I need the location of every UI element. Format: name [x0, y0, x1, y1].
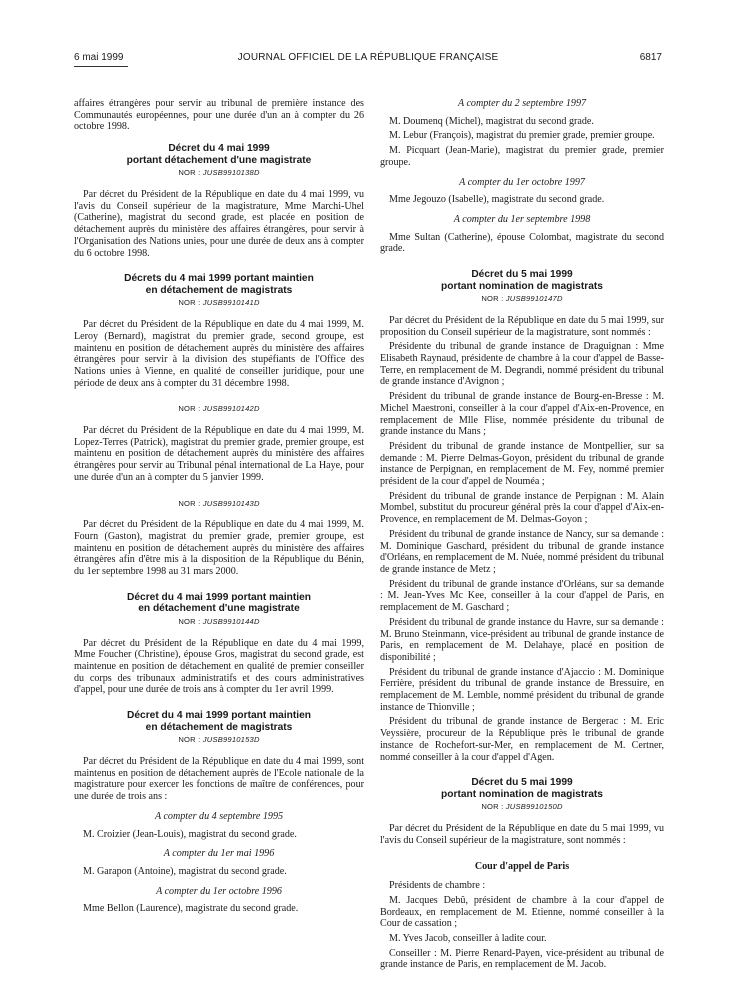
- effective-date: A compter du 1er octobre 1996: [156, 885, 282, 897]
- appointee: M. Lebur (François), magistrat du premier grade, premier groupe.: [389, 130, 655, 142]
- paragraph: Par décret du Président de la République en date du 4 mai 1999, M. Lopez-Terres (Patrick), magistrat du premier grade, premier groupe, est maintenu en position de détachement auprès du ministère des affaires étrangères pour servir au Tribunal pénal international de La Haye, pour une durée d'un an à compter du 5 janvier 1999.: [74, 425, 364, 483]
- nor-reference: NOR : JUSB9910147D: [481, 294, 563, 304]
- nor-reference: NOR : JUSB9910144D: [178, 616, 260, 626]
- appointee: Mme Jegouzo (Isabelle), magistrate du second grade.: [389, 194, 605, 206]
- decree-title: Décret du 4 mai 1999 portant maintien en détachement d'une magistrate: [127, 591, 311, 615]
- nor-reference: NOR : JUSB9910143D: [178, 498, 260, 508]
- paragraph: Président du tribunal de grande instance de Perpignan : M. Alain Mombel, substitut du procureur général près la cour d'appel d'Aix-en-Provence, en remplacement de M. Delmas-Goyon ;: [380, 490, 664, 526]
- decree-title: Décret du 4 mai 1999 portant maintien en détachement de magistrats: [127, 710, 311, 733]
- paragraph: Présidente du tribunal de grande instance de Draguignan : Mme Elisabeth Raynaud, présidente de chambre à la cour d'appel de Basse-Terre, en remplacement de M. Degrandi, nommé président du tribunal de grande instance d'Avignon ;: [380, 341, 664, 388]
- paragraph: Par décret du Président de la République en date du 5 mai 1999, vu l'avis du Conseil supérieur de la magistrature, sont nommés :: [380, 823, 664, 846]
- paragraph: Par décret du Président de la République en date du 4 mai 1999, Mme Foucher (Christine), épouse Gros, magistrat du second grade, est maintenue en position de détachement en qualité de premier conseiller du corps des tribunaux administratifs et des cours administratives d'appel, pour une durée de trois ans à compter du 1er avril 1999.: [74, 637, 364, 696]
- appointee: Mme Sultan (Catherine), épouse Colombat, magistrate du second grade.: [380, 231, 664, 255]
- paragraph: Par décret du Président de la République en date du 5 mai 1999, sur proposition du Conseil supérieur de la magistrature, sont nommés :: [380, 314, 664, 338]
- appointee: M. Croizier (Jean-Louis), magistrat du second grade.: [83, 828, 297, 840]
- page-header: [74, 46, 662, 66]
- effective-date: A compter du 1er octobre 1997: [459, 176, 585, 188]
- effective-date: A compter du 2 septembre 1997: [457, 98, 587, 109]
- paragraph: Par décret du Président de la République en date du 4 mai 1999, M. Fourn (Gaston), magistrat du premier grade, premier groupe, est maintenu en position de détachement auprès du ministère des affaires étrangères afin d'être mis à la disposition de la République du Bénin, du 1er septembre 1998 au 31 mars 2000.: [74, 519, 364, 578]
- decree-title: Décrets du 4 mai 1999 portant maintien en détachement de magistrats: [124, 273, 314, 296]
- effective-date: A compter du 1er septembre 1998: [453, 213, 591, 225]
- paragraph: Président du tribunal de grande instance d'Ajaccio : M. Dominique Ferrière, président du tribunal de grande instance de Bressuire, en remplacement de M. Lemble, nommé président du tribunal de grande instance de Thionville ;: [380, 666, 664, 713]
- appointee: M. Doumenq (Michel), magistrat du second grade.: [389, 115, 594, 127]
- effective-date: A compter du 1er mai 1996: [163, 848, 275, 860]
- nor-reference: NOR : JUSB9910142D: [178, 404, 260, 414]
- paragraph: Président du tribunal de grande instance du Havre, sur sa demande : M. Bruno Steinmann, vice-président au tribunal de grande instance de Paris, en remplacement de M. Delahaye, placé en position de disponibilité ;: [380, 616, 664, 663]
- paragraph: Présidents de chambre :: [389, 880, 486, 892]
- decree-title: Décret du 5 mai 1999 portant nomination de magistrats: [441, 269, 603, 292]
- paragraph: Président du tribunal de grande instance de Bergerac : M. Eric Veyssière, procureur de la République près le tribunal de grande instance de Rochefort-sur-Mer, en remplacement de M. Certner, nommé conseiller à la cour d'appel d'Agen.: [380, 716, 664, 763]
- paragraph: M. Jacques Debû, président de chambre à la cour d'appel de Bordeaux, en remplacement de M. Etienne, nommé conseiller à la Cour de cassation ;: [380, 894, 664, 930]
- paragraph: Président du tribunal de grande instance de Bourg-en-Bresse : M. Michel Maestroni, conseiller à la cour d'appel d'Aix-en-Provence, en remplacement de Mlle Flise, nommée présidente du tribunal de grande instance du Mans ;: [380, 391, 664, 438]
- paragraph: Par décret du Président de la République en date du 4 mai 1999, vu l'avis du Conseil supérieur de la magistrature, Mme Marchi-Uhel (Catherine), magistrat du second grade, est placée en position de détachement auprès du ministère des affaires étrangères, pour servir à l'Organisation des Nations unies, pour une durée de deux ans à compter du 6 octobre 1998.: [74, 189, 364, 259]
- paragraph: Par décret du Président de la République en date du 4 mai 1999, sont maintenus en position de détachement auprès de l'Ecole nationale de la magistrature pour exercer les fonctions de maître de conférences, pour une durée de trois ans :: [74, 756, 364, 803]
- nor-reference: NOR : JUSB9910141D: [178, 298, 260, 308]
- paragraph: M. Yves Jacob, conseiller à ladite cour.: [389, 933, 547, 945]
- court-heading: Cour d'appel de Paris: [474, 860, 570, 872]
- nor-reference: NOR : JUSB9910153D: [178, 735, 260, 745]
- appointee: M. Picquart (Jean-Marie), magistrat du premier grade, premier groupe.: [380, 145, 664, 168]
- page-number: 6817: [639, 52, 662, 63]
- paragraph: affaires étrangères pour servir au tribunal de première instance des Communautés européennes, pour une durée d'un an à compter du 26 octobre 1998.: [74, 98, 364, 133]
- nor-reference: NOR : JUSB9910138D: [178, 168, 260, 178]
- paragraph: Président du tribunal de grande instance de Montpellier, sur sa demande : M. Pierre Delmas-Goyon, président du tribunal de grande instance de Perpignan, en remplacement de M. Fey, nommé premier président de la cour d'appel de Nouméa ;: [380, 440, 664, 488]
- paragraph: Président du tribunal de grande instance d'Orléans, sur sa demande : M. Jean-Yves Mc Kee, conseiller à la cour d'appel de Paris, en remplacement de M. Gaschard ;: [380, 578, 664, 614]
- left-column: [74, 98, 364, 918]
- appointee: Mme Bellon (Laurence), magistrate du second grade.: [83, 903, 299, 915]
- journal-title: JOURNAL OFFICIEL DE LA RÉPUBLIQUE FRANÇAISE: [237, 52, 499, 63]
- paragraph: Conseiller : M. Pierre Renard-Payen, vice-président au tribunal de grande instance de Paris, en remplacement de M. Jacob.: [380, 947, 664, 971]
- issue-date: 6 mai 1999: [74, 52, 124, 63]
- nor-reference: NOR : JUSB9910150D: [481, 802, 563, 812]
- decree-title: Décret du 5 mai 1999 portant nomination de magistrats: [441, 777, 603, 800]
- right-column: [380, 98, 664, 974]
- effective-date: A compter du 4 septembre 1995: [154, 810, 284, 822]
- decree-title: Décret du 4 mai 1999 portant détachement d'une magistrate: [126, 143, 312, 166]
- paragraph: Président du tribunal de grande instance de Nancy, sur sa demande : M. Dominique Gaschard, président du tribunal de grande instance d'Orléans, en remplacement de M. Nuée, nommé président du tribunal de grande instance de Metz ;: [380, 528, 664, 575]
- paragraph: Par décret du Président de la République en date du 4 mai 1999, M. Leroy (Bernard), magistrat du premier grade, second groupe, est maintenu en position de détachement auprès du ministère des affaires étrangères pour servir à la division des stupéfiants de l'Office des Nations unies à Vienne, en qualité de conseiller juridique, pour une période de deux ans à compter du 31 décembre 1998.: [74, 319, 364, 389]
- header-rule: [74, 66, 128, 67]
- appointee: M. Garapon (Antoine), magistrat du second grade.: [83, 865, 287, 877]
